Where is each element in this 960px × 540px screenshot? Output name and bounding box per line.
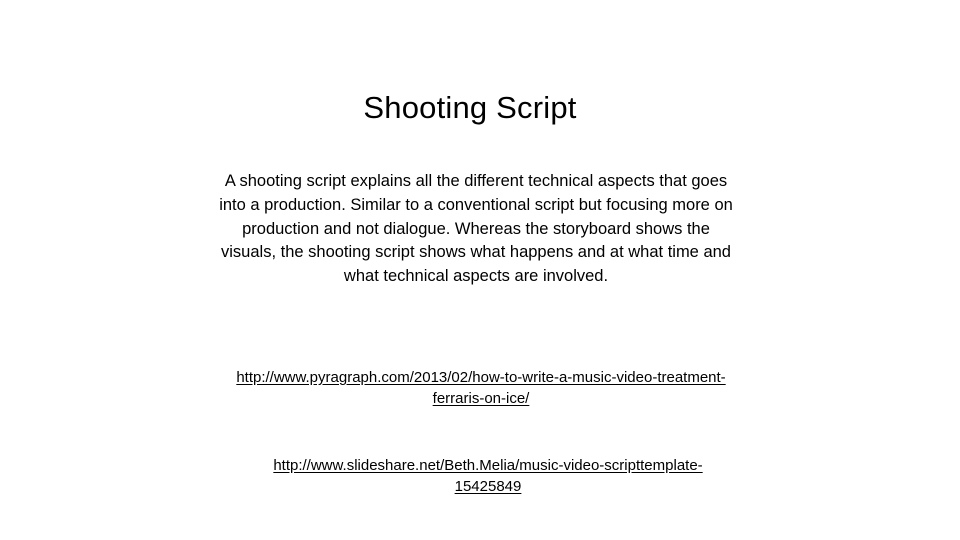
slide-body-text: A shooting script explains all the different technical aspects that goes into a production. Similar to a conventional script but focusing more on production and not dialogue. Whereas the storyboard shows the visuals, the shooting script shows what happens and at what time and what technical aspects are involved.: [219, 172, 733, 286]
slideshare-link[interactable]: http://www.slideshare.net/Beth.Melia/music-video-scripttemplate-15425849: [273, 457, 703, 495]
slide-title: Shooting Script: [363, 90, 577, 125]
pyragraph-link[interactable]: http://www.pyragraph.com/2013/02/how-to-write-a-music-video-treatment-ferraris-on-ice/: [236, 369, 726, 407]
